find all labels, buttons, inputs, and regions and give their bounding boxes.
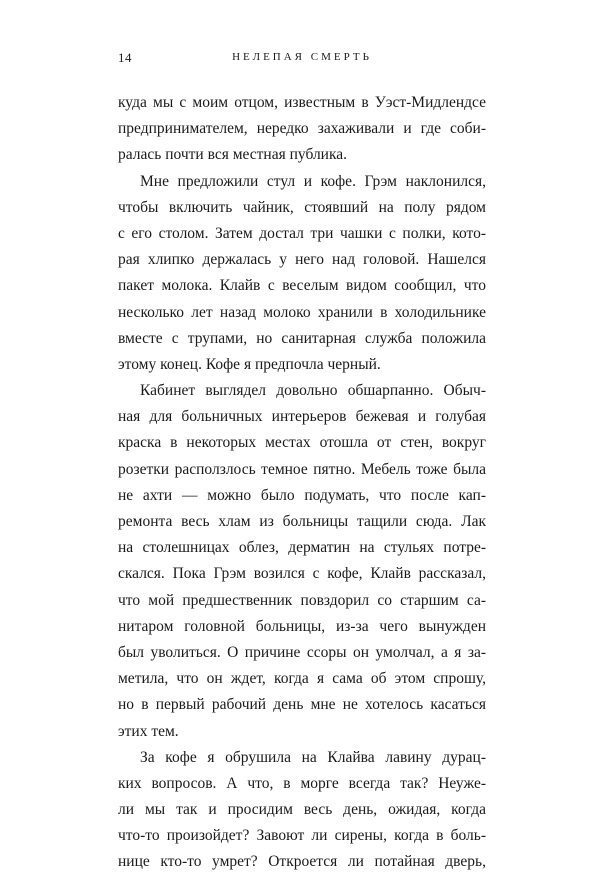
text-line: куда мы с моим отцом, известным в Уэст-Мидлендсе — [118, 94, 486, 111]
text-line: ралась почти вся местная публика. — [118, 146, 348, 164]
text-line: вместе с трупами, но санитарная служба положила — [118, 329, 486, 347]
text-line: ная для больничных интерьеров бежевая и голубая — [118, 408, 486, 426]
text-line: этих тем. — [118, 722, 179, 740]
text-line: ких вопросов. А что, в морге всегда так? Неуже- — [118, 774, 486, 792]
text-line: чтобы включить чайник, стоявший на полу рядом — [118, 198, 486, 216]
text-line: краска в некоторых местах отошла от стен, вокруг — [118, 434, 486, 452]
text-line: несколько лет назад молоко хранили в холодильнике — [118, 303, 486, 321]
text-line: Кабинет выглядел довольно обшарпанно. Обыч- — [140, 382, 486, 400]
text-line: нице кто-то умрет? Откроется ли потайная дверь, — [118, 853, 486, 871]
text-line: но в первый рабочий день мне не хотелось касаться — [118, 696, 486, 714]
text-line: с его столом. Затем достал три чашки с полки, кото- — [118, 224, 486, 242]
text-line: розетки расползлось темное пятно. Мебель тоже была — [118, 460, 486, 478]
text-line: ремонта весь хлам из больницы тащили сюда. Лак — [118, 513, 486, 530]
text-line: метила, что он ждет, когда я сама об этом спрошу, — [118, 670, 486, 688]
text-line: этому конец. Кофе я предпочла черный. — [118, 355, 381, 373]
text-line: пакет молока. Клайв с веселым видом сообщил, что — [118, 277, 486, 295]
text-line: не ахти — можно было подумать, что после кап- — [118, 486, 486, 504]
text-line: что мой предшественник повздорил со старшим са- — [118, 591, 486, 609]
running-head — [118, 50, 486, 70]
text-line: рая хлипко держалась у него над головой. Нашелся — [118, 251, 486, 269]
chapter-title: НЕЛЕПАЯ СМЕРТЬ — [232, 51, 372, 63]
text-line: За кофе я обрушила на Клайва лавину дурац- — [140, 748, 486, 766]
text-line: предпринимателем, нередко захаживали и где соби- — [118, 120, 486, 138]
text-line: Мне предложили стул и кофе. Грэм наклонился, — [140, 172, 486, 190]
page-number: 14 — [118, 50, 132, 65]
body-text — [118, 90, 486, 876]
text-line: нитаром головной больницы, из-за чего вынужден — [118, 617, 486, 635]
text-line: ли мы так и просидим весь день, ожидая, когда — [118, 801, 486, 819]
text-line: на столешницах облез, дерматин на стульях потре- — [118, 539, 486, 557]
text-line: был уволиться. О причине ссоры он умолчал, а я за- — [118, 643, 486, 661]
text-line: скался. Пока Грэм возился с кофе, Клайв рассказал, — [118, 565, 486, 583]
text-line: что-то произойдет? Завоют ли сирены, когда в боль- — [118, 827, 486, 845]
